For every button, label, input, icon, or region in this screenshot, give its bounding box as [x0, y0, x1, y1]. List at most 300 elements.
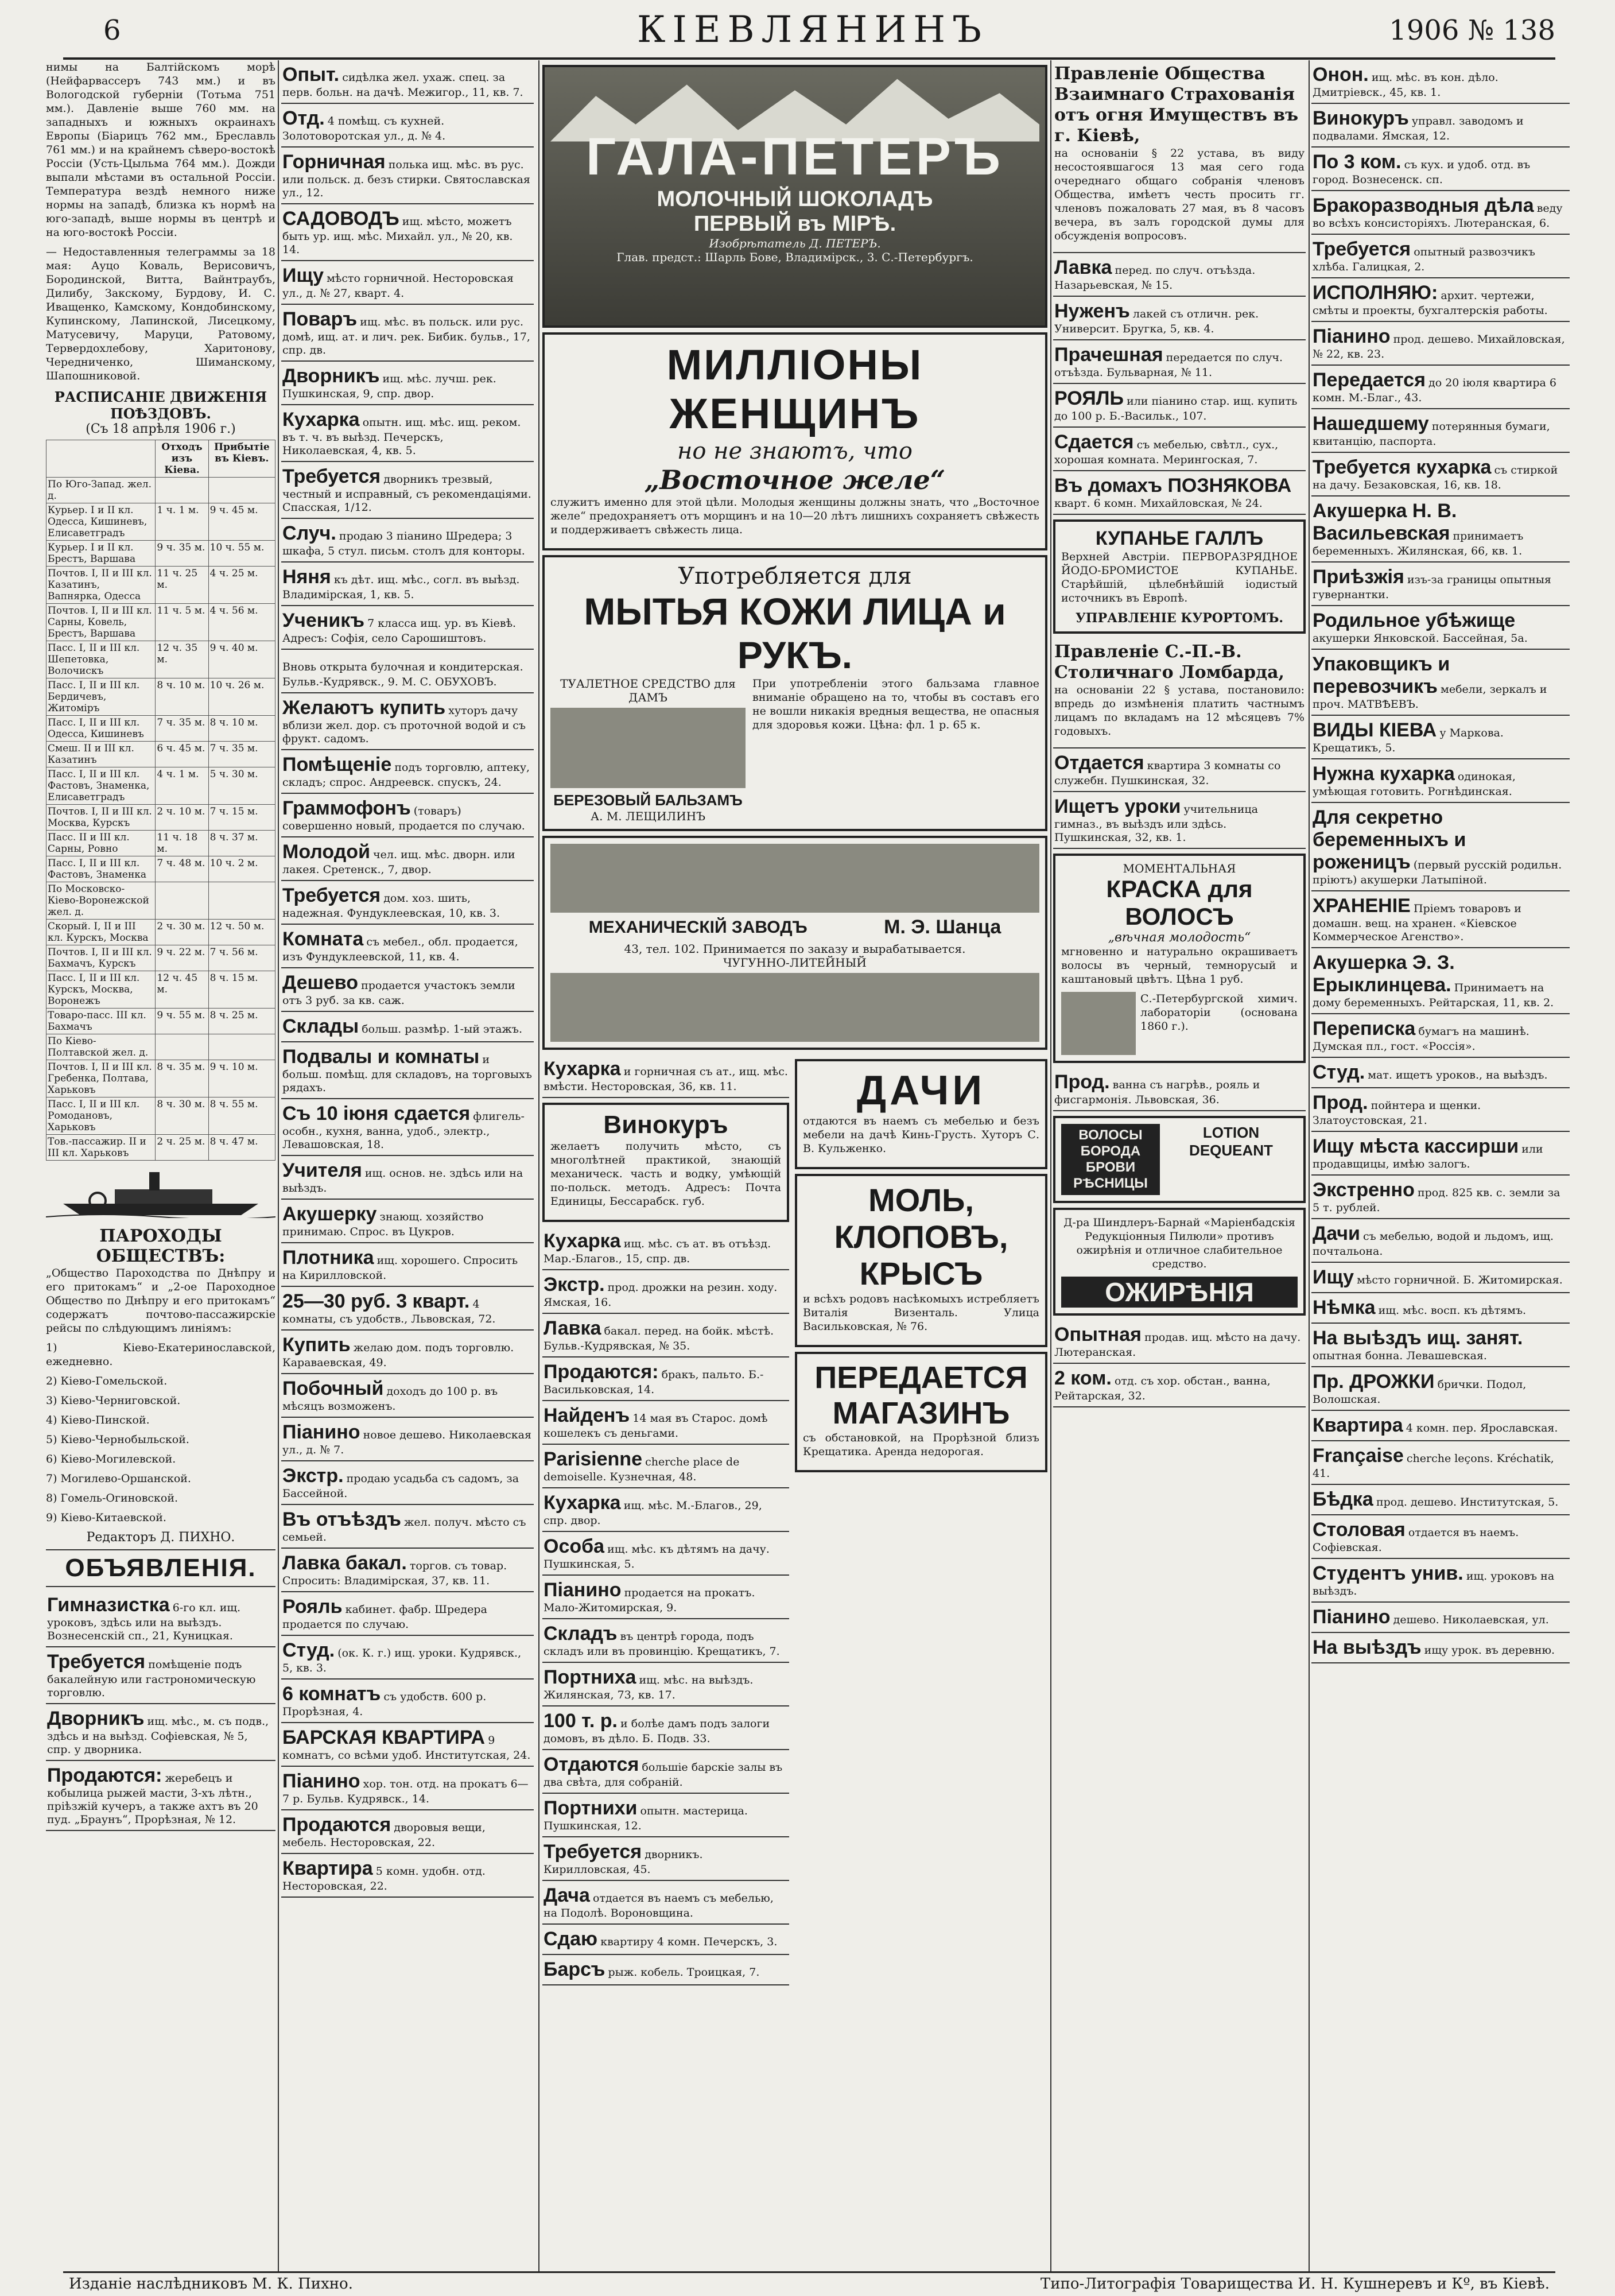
schedule-cell: 12 ч. 35 м. — [156, 641, 208, 678]
ad-keyword: Съ 10 іюня сдается — [282, 1103, 471, 1124]
schedule-cell: Пасс. I, II и III кл. Бердичевъ, Житоміръ — [46, 678, 156, 716]
ad-body: 7 класса ищ. ур. въ Кіевѣ. Адресъ: Софія, село Сарошиштовъ. — [282, 617, 517, 645]
ad-body: 4 комнаты, съ удобств., Львовская, 72. — [282, 1298, 496, 1325]
pest-title: МОЛЬ, КЛОПОВЪ, КРЫСЪ — [834, 1182, 1008, 1292]
schedule-row — [46, 541, 275, 567]
classified-ad — [281, 1374, 534, 1418]
ad-keyword: Отд. — [282, 107, 325, 129]
schedule-cell: По Московско-Кіево-Воронежской жел. д. — [46, 882, 156, 920]
shop-transfer-ad — [795, 1352, 1047, 1472]
ad-body: рыж. кобель. Троицкая, 7. — [608, 1966, 760, 1979]
schedule-cell: 8 ч. 47 м. — [208, 1135, 275, 1161]
ad-body: опытн. ищ. мѣс. ищ. реком. въ т. ч. въ выѣзд. Печерскъ, Николаевская, 4, кв. 5. — [282, 416, 521, 457]
schedule-cell: 11 ч. 5 м. — [156, 604, 208, 641]
classified-ad — [542, 1794, 789, 1837]
birch-maker: А. М. ЛЕЩИЛИНЪ — [590, 809, 706, 823]
ad-keyword: Піанино — [1313, 325, 1391, 347]
ad-keyword: Лавка бакал. — [282, 1552, 407, 1574]
ad-keyword: Кухарка — [543, 1230, 621, 1252]
ad-keyword: Студ. — [1313, 1061, 1365, 1083]
classified-ad — [281, 1418, 534, 1461]
ad-keyword: Нѣмка — [1313, 1297, 1376, 1318]
classified-ad — [281, 1099, 534, 1156]
birch-text: При употребленіи этого бальзама главное вниманіе обращено на то, чтобы въ составъ его не вошли никакія вредныя вещества, не опасныя для здоровья кожи. Цѣна: фл. 1 р. 65 к. — [752, 677, 1039, 731]
used-for: Употребляется для — [678, 563, 912, 589]
ad-body: жел. получ. мѣсто съ семьей. — [282, 1516, 526, 1543]
schedule-cell: 12 ч. 50 м. — [208, 920, 275, 945]
ad-keyword: РОЯЛЬ — [1054, 387, 1124, 409]
ad-keyword: Требуется — [282, 885, 381, 906]
classified-ad — [1311, 104, 1570, 148]
ad-body: доходъ до 100 р. въ мѣсяцъ возможенъ. — [282, 1385, 498, 1413]
classified-ad — [542, 1663, 789, 1707]
ad-keyword: На выѣздъ ищ. занят. — [1313, 1327, 1523, 1349]
ad-body: 4 комн. пер. Ярославская. — [1406, 1422, 1558, 1434]
ad-body: брички. Подол, Волошская. — [1313, 1378, 1527, 1406]
ad-body: прод. дрожки на резин. ходу. Ямская, 16. — [543, 1281, 778, 1309]
classified-ad — [1311, 1058, 1570, 1088]
classified-ad — [1311, 1411, 1570, 1441]
classified-ad — [281, 462, 534, 519]
ad-body: и болѣе дамъ подъ залоги домовъ, въ дѣло. Б. Подв. 33. — [543, 1717, 770, 1745]
schedule-cell: 12 ч. 45 м. — [156, 971, 208, 1009]
ad-body: 4 помѣщ. съ кухней. Золотоворотская ул., д. № 4. — [282, 115, 446, 142]
schedule-cell: 4 ч. 25 м. — [208, 567, 275, 604]
schedule-header: Прибытіе въ Кіевъ. — [208, 440, 275, 478]
ad-body: ищ. мѣс. къ дѣтямъ на дачу. Пушкинская, 5. — [543, 1543, 770, 1570]
schedule-cell — [156, 1034, 208, 1060]
ad-keyword: Піанино — [282, 1770, 360, 1792]
millions-text: служитъ именно для этой цѣли. Молодыя женщины должны знать, что „Восточное желе“ предохраняетъ отъ морщинъ и на 10—20 лѣтъ лишнихъ сохраняетъ свѣжесть и поддерживаетъ свѣжесть лица. — [550, 496, 1039, 536]
schedule-cell: 6 ч. 45 м. — [156, 742, 208, 767]
ads-list-col4b — [1053, 748, 1306, 849]
ad-body: управл. заводомъ и подвалами. Ямская, 12. — [1313, 115, 1524, 142]
ad-body: продав. ищ. мѣсто на дачу. Лютеранская. — [1054, 1331, 1301, 1359]
ad-body: съ удобств. 600 р. Прорѣзная, 4. — [282, 1690, 487, 1718]
ad-body: (ок. К. г.) ищ. уроки. Кудрявск., 5, кв. 3. — [282, 1647, 522, 1674]
classified-ad — [1311, 497, 1570, 563]
classified-ad — [542, 1955, 789, 1985]
schedule-cell: 7 ч. 48 м. — [156, 856, 208, 882]
ad-keyword: Отдаются — [543, 1754, 639, 1775]
classified-ad — [46, 1647, 275, 1704]
classified-ad — [1311, 1485, 1570, 1515]
pest-ad — [795, 1174, 1047, 1347]
ad-body: квартира 3 комнаты со служебн. Пушкинская, 32. — [1054, 759, 1281, 787]
ad-keyword: Квартира — [1313, 1414, 1403, 1436]
ad-body: съ мебел., обл. продается, изъ Фундуклеевской, 11, кв. 4. — [282, 936, 518, 963]
classified-ad — [1311, 650, 1570, 716]
classified-ad — [542, 1445, 789, 1488]
ad-body: флигель-особн., кухня, ванна, удоб., электр., Левашовская, 18. — [282, 1110, 525, 1151]
schedule-cell: 2 ч. 10 м. — [156, 805, 208, 831]
lombard-title: Правленіе С.-П.-В. Столичнаго Ломбарда, — [1054, 642, 1284, 682]
gala-peter-ad — [542, 65, 1047, 328]
ad-keyword: БАРСКАЯ КВАРТИРА — [282, 1727, 486, 1748]
classified-ad — [542, 1358, 789, 1401]
classified-ad — [281, 1505, 534, 1549]
cast-iron-label: ЧУГУННО-ЛИТЕЙНЫЙ — [723, 956, 867, 969]
classified-ad — [281, 794, 534, 837]
ad-body: 5 комн. удобн. отд. Несторовская, 22. — [282, 1865, 486, 1892]
machinery-illustration — [550, 844, 1039, 913]
ladies-illustration — [550, 708, 746, 788]
ad-body: у Маркова. Крещатикъ, 5. — [1313, 727, 1504, 754]
classified-ad — [1311, 235, 1570, 278]
ad-body: отдается въ наемъ. Софіевская. — [1313, 1526, 1519, 1554]
ad-keyword: Портниха — [543, 1666, 636, 1688]
ad-body: ищ. основ. не. здѣсь или на выѣздъ. — [282, 1167, 523, 1194]
ad-body: или продавщицы, имѣю залогъ. — [1313, 1143, 1543, 1170]
schedule-cell: 8 ч. 30 м. — [156, 1097, 208, 1135]
masthead-title: КІЕВЛЯНИНЪ — [637, 9, 988, 51]
hair-dye-ad — [1053, 854, 1306, 1063]
dachi-ad — [795, 1059, 1047, 1169]
ad-body: и горничная съ ат., ищ. мѣс. вмѣсти. Несторовская, 36, кв. 11. — [543, 1065, 788, 1093]
ad-body: знающ. хозяйство принимаю. Спрос. въ Цукров. — [282, 1211, 484, 1238]
ad-body: опытный развозчикъ хлѣба. Галицкая, 2. — [1313, 246, 1535, 273]
schedule-cell: Почтов. I, II и III кл. Гребенка, Полтава, Харьковъ — [46, 1060, 156, 1097]
ad-keyword: Бѣдка — [1313, 1488, 1373, 1510]
ad-body: ищ. мѣс. лучш. рек. Пушкинская, 9, спр. двор. — [282, 373, 496, 400]
schedule-cell: 9 ч. 40 м. — [208, 641, 275, 678]
schedule-cell: Пасс. I, II и III кл. Фастовъ, Знаменка — [46, 856, 156, 882]
column-5 — [1311, 60, 1570, 2273]
shop-transfer-text: съ обстановкой, на Прорѣзной близъ Крещатика. Аренда недорогая. — [803, 1432, 1039, 1458]
classified-ad — [281, 204, 534, 261]
classified-ad — [281, 519, 534, 563]
ad-keyword: Отдается — [1054, 752, 1144, 774]
ad-keyword: ИСПОЛНЯЮ: — [1313, 282, 1438, 304]
schedule-row — [46, 1135, 275, 1161]
schedule-cell — [208, 478, 275, 503]
ad-body: ищ. мѣс. съ ат. въ отъѣзд. Мар.-Благов., 15, спр. дв. — [543, 1238, 771, 1265]
ad-keyword: Побочный — [282, 1378, 384, 1399]
classified-ad — [1053, 384, 1306, 428]
ad-body: ищ. мѣс. М.-Благов., 29, спр. двор. — [543, 1499, 762, 1527]
ad-body: принимаетъ беременныхъ. Жилянская, 66, кв. 1. — [1313, 530, 1524, 557]
schedule-cell: 10 ч. 26 м. — [208, 678, 275, 716]
schedule-cell: Пасс. I, II и III кл. Шепетовка, Волочискъ — [46, 641, 156, 678]
ad-body: ищ. хорошего. Спросить на Кирилловской. — [282, 1254, 518, 1282]
classified-ad — [542, 1054, 789, 1098]
classified-ad — [281, 1287, 534, 1331]
ad-keyword: Въ отъѣздъ — [282, 1508, 401, 1530]
column-4 — [1053, 60, 1306, 2273]
insurance-text: на основаніи § 22 устава, въ виду несостоявшагося 13 мая сего года очереднаго общаго собранія членовъ Общества, имѣетъ честь просить гг. членовъ пожаловать 27 мая, въ 8 часовъ вечера, въ залъ городской думы для обсужденія вопросовъ. — [1054, 147, 1305, 242]
ad-body: торгов. съ товар. Спросить: Владимірская, 37, кв. 11. — [282, 1560, 507, 1587]
ship-line: 7) Могилево-Оршанской. — [46, 1472, 191, 1485]
vinokur-ad — [542, 1103, 789, 1222]
classified-ad — [1053, 1068, 1306, 1111]
classified-ad — [281, 1810, 534, 1854]
page-header — [63, 6, 1555, 60]
ad-keyword: Горничная — [282, 151, 386, 173]
ad-body: съ кух. и удоб. отд. въ город. Вознесенск. сп. — [1313, 158, 1531, 186]
ad-body: cherche leçons. Kréchatik, 41. — [1313, 1452, 1554, 1480]
ads-list-col4d — [1053, 1320, 1306, 1407]
ad-body: 6-го кл. ищ. уроковъ, здѣсь или на выѣздъ. Вознесенскій сп., 21, Куницкая. — [47, 1601, 241, 1642]
ad-body: (товаръ) совершенно новый, продается по случаю. — [282, 805, 525, 832]
ad-keyword: Бракоразводныя дѣла — [1313, 195, 1534, 216]
schedule-cell: 2 ч. 25 м. — [156, 1135, 208, 1161]
ad-body: веду во всѣхъ консисторіяхъ. Лютеранская, 6. — [1313, 202, 1563, 230]
ad-keyword: Требуется кухарка — [1313, 456, 1492, 478]
ad-keyword: Сдаю — [543, 1928, 598, 1950]
ad-keyword: Акушерка Н. В. Васильевская — [1313, 500, 1457, 544]
ads-list-col2 — [281, 60, 534, 1898]
schedule-row — [46, 1034, 275, 1060]
ad-keyword: Гимназистка — [47, 1594, 170, 1616]
ad-body: квартиру 4 комн. Печерскъ, 3. — [600, 1936, 778, 1948]
classified-ad — [542, 1750, 789, 1794]
ad-keyword: Желаютъ купить — [282, 697, 446, 719]
schedule-cell: Пасс. I, II и III кл. Одесса, Кишиневъ — [46, 716, 156, 742]
ad-body: съ мебелью, водой и льдомъ, ищ. почтальона. — [1313, 1230, 1554, 1258]
lotion-ad — [1053, 1116, 1306, 1203]
ad-keyword: 2 ком. — [1054, 1367, 1112, 1389]
column-divider — [1050, 60, 1051, 2273]
classified-ad — [1053, 253, 1306, 297]
ad-body: желаю дом. подъ торговлю. Караваевская, 49. — [282, 1341, 514, 1369]
ad-keyword: Для секретно беременныхъ и роженицъ — [1313, 806, 1466, 873]
obesity-title: ОЖИРѢНІЯ — [1061, 1277, 1298, 1308]
classified-ad — [1311, 1088, 1570, 1132]
schedule-cell: 7 ч. 15 м. — [208, 805, 275, 831]
ad-keyword: По 3 ком. — [1313, 151, 1402, 173]
ad-keyword: Кухарка — [282, 409, 360, 430]
ad-keyword: Учителя — [282, 1159, 362, 1181]
classified-ad — [281, 1042, 534, 1099]
ad-body: Принимаетъ на дому беременныхъ. Рейтарская, 11, кв. 2. — [1313, 982, 1554, 1009]
ad-keyword: Требуется — [1313, 238, 1411, 260]
ad-keyword: Дворникъ — [282, 365, 380, 387]
ad-body: хуторъ дачу вблизи жел. дор. съ проточной водой и съ фрукт. садомъ. — [282, 704, 526, 745]
ad-body: подъ торговлю, аптеку, складъ; спрос. Андреевск. спускъ, 24. — [282, 761, 530, 789]
classified-ad — [1053, 340, 1306, 384]
ads-list-col3a — [542, 1054, 789, 1098]
classified-ad — [1311, 563, 1570, 606]
ad-keyword: Квартира — [282, 1857, 373, 1879]
schedule-row — [46, 742, 275, 767]
column-3 — [542, 60, 1047, 2273]
gala-subtitle: МОЛОЧНЫЙ ШОКОЛАДЪ — [657, 187, 933, 211]
ad-body: cherche place de demoiselle. Кузнечная, 48. — [543, 1456, 740, 1483]
schedule-row — [46, 503, 275, 541]
schedule-cell: Почтов. I, II и III кл. Москва, Курскъ — [46, 805, 156, 831]
ad-body: новое дешево. Николаевская ул., д. № 7. — [282, 1429, 531, 1456]
schedule-cell: 8 ч. 10 м. — [156, 678, 208, 716]
schedule-row — [46, 1009, 275, 1034]
classified-ad — [1311, 1559, 1570, 1603]
millions-women-ad — [542, 332, 1047, 550]
classified-ad — [1311, 322, 1570, 366]
ad-keyword: Опытная — [1054, 1324, 1142, 1345]
schedule-row — [46, 920, 275, 945]
lab-seal-illustration — [1061, 992, 1136, 1055]
schedule-cell: 2 ч. 30 м. — [156, 920, 208, 945]
schedule-cell: 1 ч. 1 м. — [156, 503, 208, 541]
ship-line: 2) Кіево-Гомельской. — [46, 1375, 168, 1387]
lotion-word: БОРОДА — [1080, 1143, 1141, 1159]
ad-body: потерянныя бумаги, квитанцію, паспорта. — [1313, 420, 1550, 448]
factory-title: МЕХАНИЧЕСКІЙ ЗАВОДЪ — [588, 917, 808, 937]
classified-ad — [542, 1488, 789, 1532]
ad-keyword: Купить — [282, 1334, 351, 1356]
ad-keyword: Сдается — [1054, 431, 1134, 453]
classified-ad — [1053, 1364, 1306, 1407]
lotion-words — [1065, 1127, 1156, 1192]
ad-body: учительница гимназ., въ выѣздъ или здѣсь. Пушкинская, 32, кв. 1. — [1054, 803, 1258, 844]
ad-keyword: Требуется — [543, 1841, 642, 1863]
classified-ad — [542, 1401, 789, 1445]
divider — [46, 1549, 275, 1550]
steamship-icon — [46, 1166, 275, 1218]
ships-intro: „Общество Пароходства по Днѣпру и его притокамъ“ и „2-ое Пароходное Общество по Днѣпру и его притокамъ“ содержатъ почтово-пассажирскіе рейсы по слѣдующимъ линіямъ: — [46, 1267, 275, 1335]
ad-keyword: Случ. — [282, 522, 336, 544]
ad-body: или піанино стар. ищ. купить до 100 р. Б.-Васильк., 107. — [1054, 395, 1298, 422]
classified-ad — [1311, 278, 1570, 322]
schedule-cell: 9 ч. 10 м. — [208, 1060, 275, 1097]
ad-body: акушерки Янковской. Бассейная, 5а. — [1313, 632, 1528, 645]
page-footer — [63, 2271, 1555, 2296]
machinery-illustration-2 — [550, 973, 1039, 1042]
ad-keyword: Требуется — [282, 466, 381, 487]
divider — [46, 1586, 275, 1587]
ad-body: прод. дешево. Михайловская, № 22, кв. 23. — [1313, 333, 1565, 360]
classified-ad — [281, 261, 534, 305]
classified-ad — [1311, 1603, 1570, 1633]
ads-list-col1 — [46, 1591, 275, 1831]
ad-body: мебели, зеркалъ и проч. МАТВѢЕВЪ. — [1313, 683, 1547, 711]
classified-ad — [1311, 148, 1570, 191]
schedule-cell: 9 ч. 22 м. — [156, 945, 208, 971]
ad-body: больш. размѣр. 1-ый этажъ. — [362, 1023, 523, 1035]
lombard-notice — [1053, 638, 1306, 748]
ad-keyword: Экстр. — [282, 1465, 344, 1487]
ad-body: продаю усадьба съ садомъ, за Бассейной. — [282, 1472, 519, 1500]
ad-keyword: Кухарка — [543, 1492, 621, 1514]
ad-body: кварт. 6 комн. Михайловская, № 24. — [1054, 497, 1263, 510]
schedule-row — [46, 805, 275, 831]
ad-keyword: Требуется — [47, 1651, 146, 1673]
ad-keyword: Дешево — [282, 972, 359, 994]
ad-body: одинокая, умѣющая готовить. Рогнѣдинская. — [1313, 770, 1516, 798]
ad-keyword: Студ. — [282, 1639, 335, 1661]
classified-ad — [281, 60, 534, 104]
classified-ad — [281, 1243, 534, 1287]
ad-body: продается участокъ земли отъ 3 руб. за кв. саж. — [282, 979, 515, 1007]
classified-ad — [1311, 1176, 1570, 1219]
schedule-cell: 7 ч. 35 м. — [208, 742, 275, 767]
ad-body: и больш. помѣщ. для складовъ, на торговыхъ рядахъ. — [282, 1053, 532, 1094]
ad-body: 9 комнатъ, со всѣми удоб. Институтская, 24. — [282, 1734, 531, 1762]
schedule-row — [46, 945, 275, 971]
ad-keyword: Пр. ДРОЖКИ — [1313, 1371, 1435, 1393]
classified-ad — [1311, 759, 1570, 803]
schedule-cell: Смеш. II и III кл. Казатинъ — [46, 742, 156, 767]
schedule-cell: 9 ч. 55 м. — [156, 1009, 208, 1034]
schedule-row — [46, 716, 275, 742]
schedule-cell: Скорый. I, II и III кл. Курскъ, Москва — [46, 920, 156, 945]
ad-body: съ стиркой на дачу. Безаковская, 16, кв. 18. — [1313, 464, 1558, 491]
schedule-cell: По Кіево-Полтавской жел. д. — [46, 1034, 156, 1060]
schedule-cell: По Юго-Запад. жел. д. — [46, 478, 156, 503]
classified-ad — [281, 1156, 534, 1200]
schedule-cell: Курьер. I и II кл. Одесса, Кишиневъ, Елисаветградъ — [46, 503, 156, 541]
ad-keyword: ВИДЫ КІЕВА — [1313, 719, 1437, 741]
insurance-notice — [1053, 60, 1306, 253]
ad-body: ванна съ нагрѣв., рояль и фисгармонія. Львовская, 36. — [1054, 1079, 1260, 1106]
classified-ad — [281, 405, 534, 462]
ad-keyword: Помѣщеніе — [282, 754, 392, 775]
wash-title: МЫТЬЯ КОЖИ ЛИЦА и РУКЪ. — [584, 590, 1006, 676]
ad-keyword: Продаются: — [47, 1764, 162, 1786]
schedule-header — [46, 440, 156, 478]
ad-body: жеребецъ и кобылица рыжей масти, 3-хъ лѣтн., пріѣзжій кучеръ, а также ахтъ въ 20 пуд. „Браунъ“, Прорѣзная, № 12. — [47, 1772, 258, 1826]
ads-list-col4a — [1053, 253, 1306, 515]
schedule-row — [46, 478, 275, 503]
ad-keyword: Комната — [282, 928, 364, 950]
ship-line: 8) Гомель-Огиновской. — [46, 1492, 178, 1504]
classified-ad — [281, 305, 534, 362]
classified-ad — [1053, 748, 1306, 792]
ad-keyword: Ищу — [282, 265, 324, 286]
ad-keyword: Продаются: — [543, 1361, 659, 1383]
schedule-cell: Пасс. I, II и III кл. Ромодановъ, Харьковъ — [46, 1097, 156, 1135]
factory-owner: М. Э. Шанца — [884, 916, 1001, 938]
classified-ad — [281, 650, 534, 693]
train-schedule-table — [46, 440, 275, 1161]
printer-line: Типо-Литографія Товарищества И. Н. Кушнеревъ и Кº, въ Кіевѣ. — [1040, 2275, 1550, 2293]
ad-body: Вновь открыта булочная и кондитерская. Бульв.-Кудрявск., 9. М. С. ОБУХОВЪ. — [282, 661, 523, 688]
schedule-cell: Почтов. I, II и III кл. Казатинъ, Вапнярка, Одесса — [46, 567, 156, 604]
classified-ad — [281, 1592, 534, 1636]
classified-ad — [1311, 948, 1570, 1014]
ad-keyword: Нуженъ — [1054, 300, 1130, 322]
schedule-cell — [208, 882, 275, 920]
classified-ad — [1311, 1219, 1570, 1263]
ad-keyword: Складъ — [543, 1623, 618, 1645]
schedule-row — [46, 856, 275, 882]
ad-body: 14 мая въ Старос. домѣ кошелекъ съ деньгами. — [543, 1412, 768, 1440]
schedule-cell: Пасс. II и III кл. Сарны, Ровно — [46, 831, 156, 856]
classified-ad — [542, 1925, 789, 1955]
schedule-cell — [156, 882, 208, 920]
ships-lines — [46, 1341, 275, 1525]
schedule-cell: Тов.-пассажир. II и III кл. Харьковъ — [46, 1135, 156, 1161]
schedule-row — [46, 831, 275, 856]
kupanie-text: Верхней Австріи. ПЕРВОРАЗРЯДНОЕ ЙОДО-БРОМИСТОЕ КУПАНЬЕ. Старѣйшій, цѣлебнѣйшій іодистый источникъ въ Европѣ. — [1061, 550, 1298, 604]
ad-keyword: Піанино — [543, 1579, 622, 1601]
gala-agent: Глав. предст.: Шарль Бове, Владимірск., 3. С.-Петербургъ. — [616, 250, 973, 264]
ad-body: дворовыя вещи, мебель. Несторовская, 22. — [282, 1821, 486, 1849]
ad-keyword: Française — [1313, 1445, 1404, 1467]
classified-ad — [281, 148, 534, 204]
column-2 — [281, 60, 534, 2273]
schedule-cell: Почтов. I, II и III кл. Сарны, Ковель, Брестъ, Варшава — [46, 604, 156, 641]
page-number: 6 — [103, 14, 121, 46]
schedule-cell — [208, 1034, 275, 1060]
schedule-cell: 11 ч. 18 м. — [156, 831, 208, 856]
ad-body: лакей съ отличн. рек. Университ. Бругка, 5, кв. 4. — [1054, 308, 1259, 335]
ship-line: 3) Кіево-Черниговской. — [46, 1394, 181, 1407]
obesity-text: Д-ра Шиндлеръ-Барнай «Маріенбадскія Редукціонныя Пилюли» противъ ожирѣнія и отличное слабительное средство. — [1063, 1216, 1295, 1270]
classified-ad — [542, 1881, 789, 1925]
classified-ad — [281, 563, 534, 606]
ad-keyword: Приѣзжія — [1313, 566, 1404, 588]
ad-keyword: Дача — [543, 1884, 590, 1906]
